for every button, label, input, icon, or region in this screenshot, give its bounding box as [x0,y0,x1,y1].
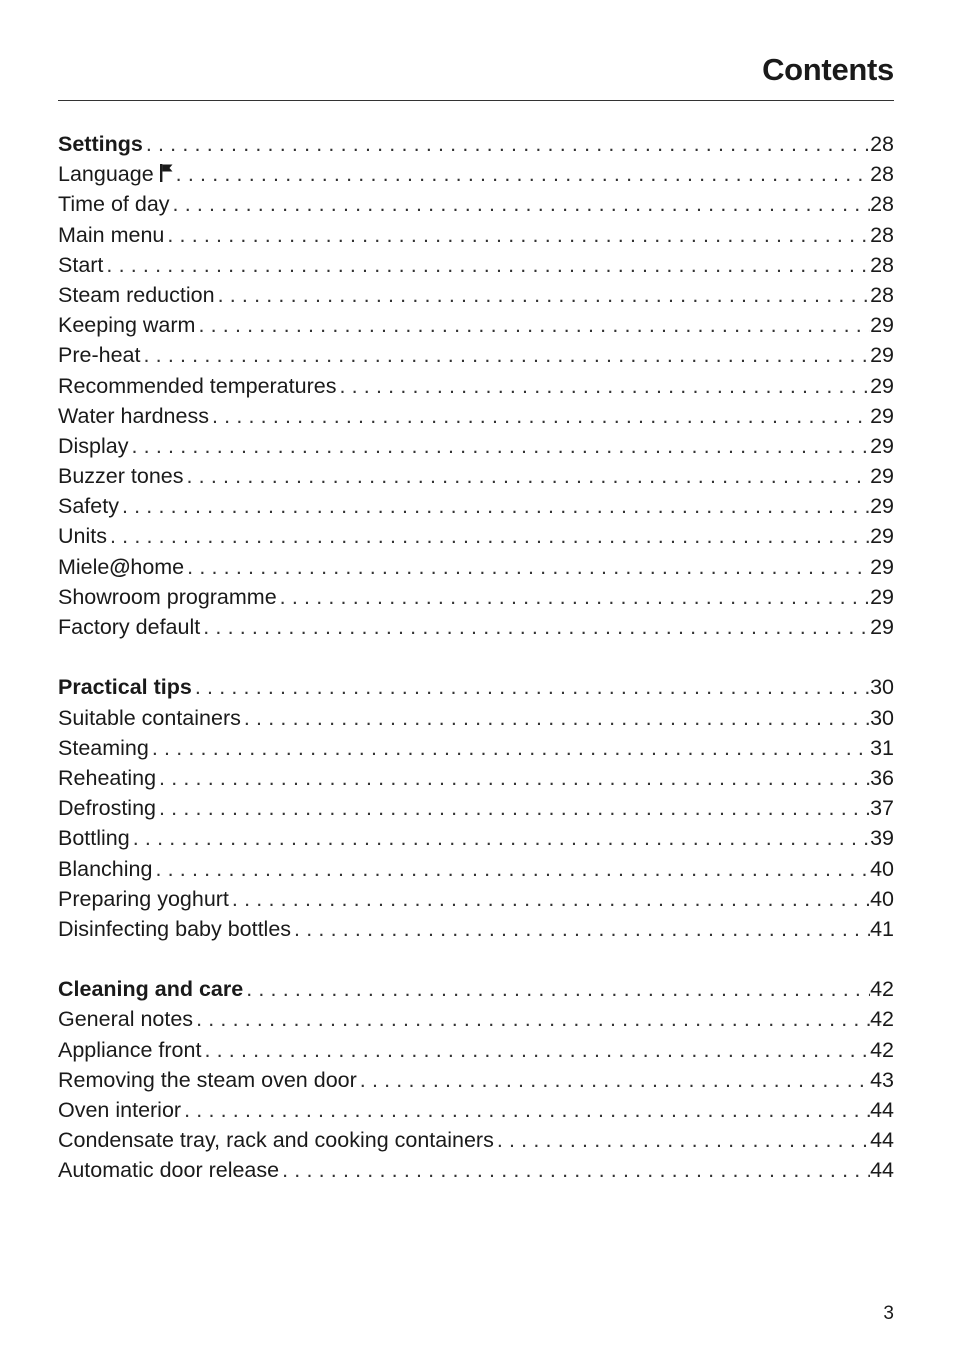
toc-entry-steaming[interactable] [58,733,894,763]
toc-entry-removing-steam-oven-door[interactable] [58,1065,894,1095]
toc-entry-blanching[interactable] [58,854,894,884]
toc-entry-label: Recommended temperatures [58,373,337,398]
toc-entry-label: Time of day [58,192,170,217]
toc-entry-label: Water hardness [58,403,209,428]
toc-page-number: 28 [870,162,894,187]
toc-entry-general-notes[interactable] [58,1004,894,1034]
toc-heading-label: Cleaning and care [58,977,244,1002]
toc-entry-label: Bottling [58,826,130,851]
toc-entry-recommended-temperatures[interactable] [58,371,894,401]
toc-heading-label: Settings [58,132,143,156]
toc-entry-label: Language [58,159,173,189]
dot-leader [130,823,870,853]
toc-entry-label: Display [58,433,129,458]
toc-entry-start[interactable] [58,250,894,280]
toc-entry-main-menu[interactable] [58,220,894,250]
toc-page-number: 41 [870,916,894,941]
toc-page-number: 29 [870,464,894,489]
toc-entry-safety[interactable] [58,491,894,521]
toc-page-number: 42 [870,1037,894,1062]
toc-page-number: 29 [870,584,894,609]
toc-entry-label: Condensate tray, rack and cooking containers [58,1128,494,1153]
toc-heading-label: Practical tips [58,675,192,700]
toc-entry-label: Appliance front [58,1037,202,1062]
dot-leader [192,672,870,702]
dot-leader [152,854,870,884]
dot-leader [164,220,870,250]
toc-entry-label: Blanching [58,856,153,881]
toc-entry-miele-at-home[interactable] [58,552,894,582]
dot-leader [149,733,870,763]
table-of-contents [58,129,894,1216]
toc-entry-label: General notes [58,1007,194,1032]
dot-leader [201,1035,870,1065]
toc-entry-units[interactable] [58,521,894,551]
toc-heading-practical-tips[interactable] [58,672,894,702]
dot-leader [156,763,870,793]
toc-page-number: 40 [870,886,894,911]
toc-entry-label: Units [58,524,107,549]
toc-page-number: 29 [870,403,894,428]
toc-page-number: 42 [870,1007,894,1032]
toc-entry-disinfecting-baby-bottles[interactable] [58,914,894,944]
toc-entry-label: Automatic door release [58,1158,280,1183]
dot-leader [181,1095,870,1125]
toc-section-settings [58,129,894,642]
toc-entry-keeping-warm[interactable] [58,310,894,340]
toc-entry-label: Factory default [58,615,201,639]
dot-leader [140,340,870,370]
toc-entry-label: Preparing yoghurt [58,886,229,911]
toc-page-number: 43 [870,1067,894,1092]
toc-entry-label: Steaming [58,735,149,760]
toc-entry-label: Pre-heat [58,343,141,368]
title-divider [58,100,894,101]
toc-entry-display[interactable] [58,431,894,461]
toc-entry-water-hardness[interactable] [58,401,894,431]
dot-leader [336,371,870,401]
toc-entry-suitable-containers[interactable] [58,703,894,733]
toc-entry-label: Keeping warm [58,313,196,338]
toc-page-number: 37 [870,796,894,821]
dot-leader [156,793,870,823]
toc-entry-preparing-yoghurt[interactable] [58,884,894,914]
toc-entry-automatic-door-release[interactable] [58,1155,894,1185]
toc-page-number: 40 [870,856,894,881]
toc-page-number: 28 [870,222,894,247]
toc-entry-label: Showroom programme [58,584,277,609]
toc-entry-label: Suitable containers [58,705,241,730]
toc-entry-showroom-programme[interactable] [58,582,894,612]
toc-entry-label: Start [58,252,104,277]
toc-page-number: 29 [870,313,894,338]
dot-leader [291,914,870,944]
toc-entry-label: Reheating [58,765,157,790]
at-sign: @ [109,554,131,579]
toc-entry-factory-default[interactable] [58,612,894,642]
toc-entry-label: Oven interior [58,1098,182,1122]
dot-leader [209,401,870,431]
dot-leader [494,1125,870,1155]
toc-entry-bottling[interactable] [58,823,894,853]
toc-page-number: 30 [870,705,894,730]
toc-page-number: 31 [870,735,894,760]
dot-leader [184,552,870,582]
dot-leader [200,612,870,642]
toc-page-number: 28 [870,132,894,156]
toc-page-number: 36 [870,765,894,790]
dot-leader [277,582,870,612]
dot-leader [103,250,870,280]
dot-leader [243,974,870,1004]
toc-page-number: 28 [870,282,894,307]
toc-entry-label: Main menu [58,222,165,247]
toc-entry-label: Miele@home [58,554,185,579]
dot-leader [183,461,870,491]
toc-section-practical-tips [58,672,894,944]
toc-page-number: 29 [870,433,894,458]
toc-entry-label: Steam reduction [58,282,215,307]
toc-page-number: 42 [870,977,894,1002]
dot-leader [119,491,870,521]
toc-entry-label: Removing the steam oven door [58,1067,357,1092]
toc-section-cleaning-and-care [58,974,894,1185]
toc-page-number: 28 [870,192,894,217]
toc-entry-reheating[interactable] [58,763,894,793]
dot-leader [229,884,870,914]
toc-page-number: 29 [870,494,894,519]
toc-entry-time-of-day[interactable] [58,189,894,219]
toc-page-number: 28 [870,252,894,277]
toc-page-number: 44 [870,1098,894,1122]
toc-page-number: 29 [870,524,894,549]
toc-entry-oven-interior[interactable] [58,1095,894,1125]
toc-entry-label: Defrosting [58,796,156,821]
toc-heading-cleaning-and-care[interactable] [58,974,894,1004]
dot-leader [215,280,871,310]
dot-leader [107,521,870,551]
toc-page-number: 29 [870,554,894,579]
toc-entry-condensate-tray[interactable] [58,1125,894,1155]
toc-entry-buzzer-tones[interactable] [58,461,894,491]
toc-entry-label: Buzzer tones [58,464,184,489]
dot-leader [170,189,871,219]
toc-page-number: 29 [870,615,894,639]
dot-leader [129,431,871,461]
dot-leader [193,1004,870,1034]
dot-leader [173,159,870,189]
toc-page-number: 30 [870,675,894,700]
toc-page-number: 29 [870,373,894,398]
flag-icon [160,164,173,182]
toc-entry-language[interactable] [58,159,894,189]
toc-page-number: 44 [870,1158,894,1183]
toc-entry-steam-reduction[interactable] [58,280,894,310]
toc-page-number: 39 [870,826,894,851]
dot-leader [241,703,870,733]
page-title: Contents [762,52,894,87]
toc-heading-settings[interactable] [58,129,894,159]
dot-leader [357,1065,870,1095]
dot-leader [279,1155,870,1185]
toc-entry-label: Safety [58,494,119,519]
dot-leader [143,129,870,159]
toc-entry-defrosting[interactable] [58,793,894,823]
toc-entry-pre-heat[interactable] [58,340,894,370]
toc-entry-appliance-front[interactable] [58,1035,894,1065]
dot-leader [195,310,870,340]
toc-page-number: 44 [870,1128,894,1153]
page-number: 3 [883,1303,894,1324]
toc-page-number: 29 [870,343,894,368]
toc-entry-label: Disinfecting baby bottles [58,916,292,941]
